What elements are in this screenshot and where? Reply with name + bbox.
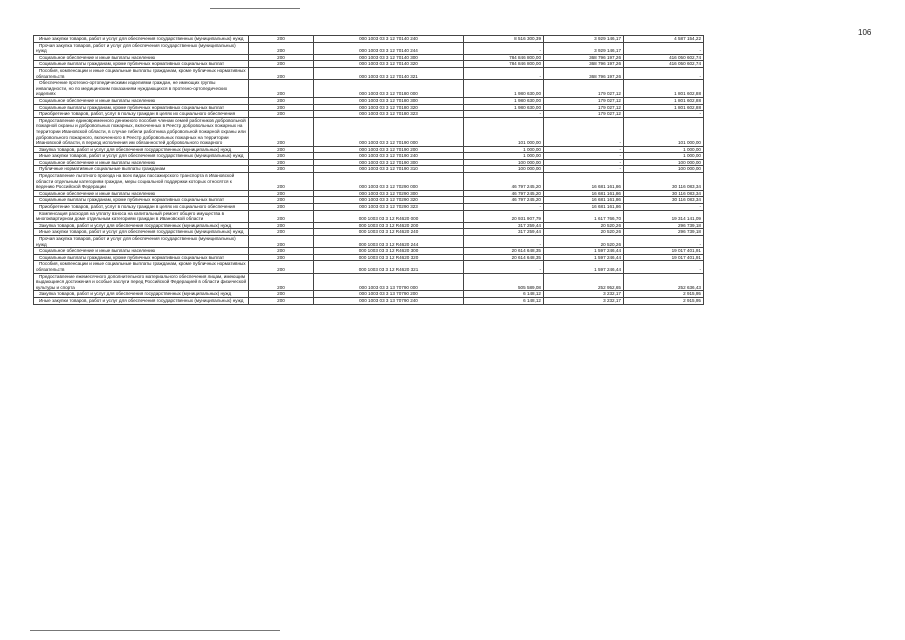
row-name-cell: Приобретение товаров, работ, услуг в пользу граждан в целях их социального обеспечения <box>34 111 249 118</box>
row-code-cell: 200 <box>249 117 314 146</box>
table-row <box>34 146 704 153</box>
row-executed-cell: 1 597 246,44 <box>544 261 624 273</box>
row-kbk-cell: 000 1003 03 3 12 70180 300 <box>314 97 464 104</box>
row-code-cell: 200 <box>249 80 314 98</box>
row-executed-cell: 252 952,65 <box>544 273 624 291</box>
row-unexecuted-cell: 19 017 401,91 <box>624 248 704 255</box>
row-code-cell: 200 <box>249 97 314 104</box>
row-executed-cell: 3 232,17 <box>544 291 624 298</box>
row-name-cell: Социальные выплаты гражданам, кроме публичных нормативных социальных выплат <box>34 254 249 261</box>
table-row <box>34 261 704 273</box>
row-name-cell: Иные закупки товаров, работ и услуг для обеспечения государственных (муниципальных) нужд <box>34 36 249 43</box>
row-name-cell: Социальное обеспечение и иные выплаты населению <box>34 159 249 166</box>
row-kbk-cell: 000 1003 03 3 13 70790 200 <box>314 291 464 298</box>
row-unexecuted-cell: 100 000,00 <box>624 159 704 166</box>
row-code-cell: 200 <box>249 261 314 273</box>
row-kbk-cell: 000 1003 03 3 12 70140 244 <box>314 42 464 54</box>
row-executed-cell: 3 929 146,17 <box>544 42 624 54</box>
row-kbk-cell: 000 1003 03 3 12 R4620 300 <box>314 248 464 255</box>
row-code-cell: 200 <box>249 173 314 191</box>
row-code-cell: 200 <box>249 166 314 173</box>
table-row <box>34 236 704 248</box>
row-unexecuted-cell: 19 314 141,09 <box>624 210 704 222</box>
row-kbk-cell: 000 1003 03 3 12 70190 310 <box>314 166 464 173</box>
bottom-rule <box>30 630 280 631</box>
row-kbk-cell: 000 1003 03 3 12 70190 300 <box>314 159 464 166</box>
row-executed-cell: 368 796 197,26 <box>544 54 624 61</box>
row-code-cell: 200 <box>249 229 314 236</box>
row-unexecuted-cell: 2 915,95 <box>624 291 704 298</box>
row-name-cell: Социальное обеспечение и иные выплаты населению <box>34 97 249 104</box>
row-executed-cell: 179 027,12 <box>544 97 624 104</box>
row-approved-cell: - <box>464 204 544 211</box>
row-name-cell: Публичные нормативные социальные выплаты гражданам <box>34 166 249 173</box>
row-kbk-cell: 000 1003 03 3 12 70180 323 <box>314 111 464 118</box>
row-unexecuted-cell: 30 116 083,34 <box>624 190 704 197</box>
table-row <box>34 61 704 68</box>
row-unexecuted-cell: 296 739,18 <box>624 229 704 236</box>
row-code-cell: 200 <box>249 54 314 61</box>
row-executed-cell: - <box>544 153 624 160</box>
row-approved-cell: 100 000,00 <box>464 166 544 173</box>
row-name-cell: Иные закупки товаров, работ и услуг для обеспечения государственных (муниципальных) нужд <box>34 297 249 304</box>
row-code-cell: 200 <box>249 42 314 54</box>
row-name-cell: Социальные выплаты гражданам, кроме публичных нормативных социальных выплат <box>34 61 249 68</box>
table-row <box>34 166 704 173</box>
row-code-cell: 200 <box>249 248 314 255</box>
row-approved-cell: 1 000,00 <box>464 153 544 160</box>
row-code-cell: 200 <box>249 197 314 204</box>
row-approved-cell: 1 980 630,00 <box>464 104 544 111</box>
row-executed-cell: - <box>544 166 624 173</box>
row-executed-cell: 20 520,26 <box>544 236 624 248</box>
row-kbk-cell: 000 1003 03 3 12 R4620 321 <box>314 261 464 273</box>
row-unexecuted-cell: - <box>624 67 704 79</box>
row-kbk-cell: 000 1003 03 3 12 70140 321 <box>314 67 464 79</box>
row-approved-cell: 100 000,00 <box>464 159 544 166</box>
row-code-cell: 200 <box>249 254 314 261</box>
row-code-cell: 200 <box>249 236 314 248</box>
table-row <box>34 204 704 211</box>
row-code-cell: 200 <box>249 297 314 304</box>
row-code-cell: 200 <box>249 210 314 222</box>
table-row <box>34 297 704 304</box>
row-unexecuted-cell: 1 801 602,88 <box>624 80 704 98</box>
row-name-cell: Компенсация расходов на уплату взноса на капитальный ремонт общего имущества в многоквартирном доме отдельным категориям граждан в Ивановской области <box>34 210 249 222</box>
row-unexecuted-cell: 2 915,95 <box>624 297 704 304</box>
row-approved-cell: 46 797 245,20 <box>464 173 544 191</box>
row-executed-cell: 3 929 146,17 <box>544 36 624 43</box>
row-executed-cell: 16 681 161,86 <box>544 173 624 191</box>
row-code-cell: 200 <box>249 104 314 111</box>
row-approved-cell: 101 000,00 <box>464 117 544 146</box>
table-row <box>34 97 704 104</box>
row-kbk-cell: 000 1003 03 3 12 70190 200 <box>314 146 464 153</box>
row-kbk-cell: 000 1003 03 3 12 R4620 320 <box>314 254 464 261</box>
row-unexecuted-cell: - <box>624 261 704 273</box>
row-approved-cell: 6 148,12 <box>464 291 544 298</box>
row-name-cell: Прочая закупка товаров, работ и услуг для обеспечения государственных (муниципальных) нужд <box>34 236 249 248</box>
row-code-cell: 200 <box>249 153 314 160</box>
row-code-cell: 200 <box>249 159 314 166</box>
row-approved-cell: 1 000,00 <box>464 146 544 153</box>
row-code-cell: 200 <box>249 273 314 291</box>
table-row <box>34 67 704 79</box>
row-name-cell: Пособия, компенсации и иные социальные выплаты гражданам, кроме публичных нормативных обязательств <box>34 67 249 79</box>
table-row <box>34 36 704 43</box>
row-approved-cell: - <box>464 67 544 79</box>
row-name-cell: Прочая закупка товаров, работ и услуг для обеспечения государственных (муниципальных) нужд <box>34 42 249 54</box>
row-approved-cell: - <box>464 111 544 118</box>
row-kbk-cell: 000 1003 03 3 12 R4620 240 <box>314 229 464 236</box>
row-kbk-cell: 000 1003 03 3 12 70140 320 <box>314 61 464 68</box>
table-row <box>34 229 704 236</box>
table-row <box>34 190 704 197</box>
row-code-cell: 200 <box>249 36 314 43</box>
row-approved-cell: 1 980 630,00 <box>464 80 544 98</box>
table-row <box>34 248 704 255</box>
row-executed-cell: 1 597 246,44 <box>544 254 624 261</box>
row-code-cell: 200 <box>249 222 314 229</box>
row-name-cell: Закупка товаров, работ и услуг для обеспечения государственных (муниципальных) нужд <box>34 146 249 153</box>
row-kbk-cell: 000 1003 03 3 12 R4620 000 <box>314 210 464 222</box>
table-row <box>34 42 704 54</box>
row-name-cell: Закупка товаров, работ и услуг для обеспечения государственных (муниципальных) нужд <box>34 291 249 298</box>
row-name-cell: Предоставление ежемесячного дополнительного материального обеспечения лицам, имеющим выдающиеся достижения и особые заслуги перед Российской Федерацией в области физической культуры и спорта <box>34 273 249 291</box>
row-unexecuted-cell: - <box>624 204 704 211</box>
row-unexecuted-cell: 296 739,18 <box>624 222 704 229</box>
row-name-cell: Социальные выплаты гражданам, кроме публичных нормативных социальных выплат <box>34 197 249 204</box>
row-code-cell: 200 <box>249 190 314 197</box>
table-row <box>34 173 704 191</box>
row-kbk-cell: 000 1003 03 3 12 70180 320 <box>314 104 464 111</box>
row-unexecuted-cell: 252 636,43 <box>624 273 704 291</box>
row-unexecuted-cell: 1 801 602,88 <box>624 104 704 111</box>
row-executed-cell: 179 027,12 <box>544 104 624 111</box>
table-row <box>34 210 704 222</box>
row-code-cell: 200 <box>249 111 314 118</box>
row-unexecuted-cell: 101 000,00 <box>624 117 704 146</box>
row-kbk-cell: 000 1003 03 3 12 70140 300 <box>314 54 464 61</box>
table-row <box>34 197 704 204</box>
row-approved-cell: 6 148,12 <box>464 297 544 304</box>
row-kbk-cell: 000 1003 03 3 12 70190 000 <box>314 117 464 146</box>
row-name-cell: Иные закупки товаров, работ и услуг для обеспечения государственных (муниципальных) нужд <box>34 229 249 236</box>
table-row <box>34 80 704 98</box>
row-name-cell: Иные закупки товаров, работ и услуг для обеспечения государственных (муниципальных) нужд <box>34 153 249 160</box>
row-unexecuted-cell: 1 000,00 <box>624 146 704 153</box>
table-row <box>34 117 704 146</box>
row-executed-cell: 16 681 161,86 <box>544 197 624 204</box>
row-executed-cell: 20 520,26 <box>544 222 624 229</box>
row-executed-cell: 1 597 246,44 <box>544 248 624 255</box>
top-rule <box>210 8 300 9</box>
row-executed-cell: - <box>544 117 624 146</box>
row-unexecuted-cell: 1 000,00 <box>624 153 704 160</box>
row-executed-cell: 16 681 161,86 <box>544 190 624 197</box>
row-kbk-cell: 000 1003 03 3 12 70190 240 <box>314 153 464 160</box>
page-number: 106 <box>858 28 872 37</box>
table-row <box>34 104 704 111</box>
row-kbk-cell: 000 1003 03 3 12 70290 323 <box>314 204 464 211</box>
row-unexecuted-cell: 416 050 602,74 <box>624 61 704 68</box>
row-unexecuted-cell: 416 050 602,74 <box>624 54 704 61</box>
row-approved-cell: 8 516 300,39 <box>464 36 544 43</box>
row-name-cell: Социальное обеспечение и иные выплаты населению <box>34 54 249 61</box>
row-executed-cell: 1 617 766,70 <box>544 210 624 222</box>
row-code-cell: 200 <box>249 204 314 211</box>
row-kbk-cell: 000 1003 03 3 12 70290 320 <box>314 197 464 204</box>
row-code-cell: 200 <box>249 61 314 68</box>
row-executed-cell: - <box>544 146 624 153</box>
table-row <box>34 222 704 229</box>
table-body <box>34 36 704 305</box>
row-name-cell: Социальное обеспечение и иные выплаты населению <box>34 248 249 255</box>
row-name-cell: Предоставление льготного проезда на всех видах пассажирского транспорта в Ивановской области отдельным категориям граждан, меры социальной поддержки которых относятся к ведению Российской Федерации <box>34 173 249 191</box>
table-row <box>34 54 704 61</box>
table-row <box>34 111 704 118</box>
row-code-cell: 200 <box>249 291 314 298</box>
row-approved-cell: 784 846 800,00 <box>464 61 544 68</box>
row-kbk-cell: 000 1003 03 3 12 R4620 200 <box>314 222 464 229</box>
budget-table <box>33 35 704 305</box>
row-unexecuted-cell: - <box>624 42 704 54</box>
row-executed-cell: - <box>544 159 624 166</box>
row-approved-cell: 784 846 800,00 <box>464 54 544 61</box>
row-code-cell: 200 <box>249 67 314 79</box>
table-row <box>34 153 704 160</box>
row-executed-cell: 368 796 197,26 <box>544 67 624 79</box>
row-executed-cell: 368 796 197,26 <box>544 61 624 68</box>
row-unexecuted-cell: 30 116 083,34 <box>624 197 704 204</box>
table-row <box>34 273 704 291</box>
row-kbk-cell: 000 1003 03 3 13 70790 240 <box>314 297 464 304</box>
row-name-cell: Предоставление единовременного денежного пособия членам семей работников добровольной пожарной охраны и добровольных пожарных, включенных в Реестр добровольных пожарных на территории Ивановской области, в случае гибели работника добровольной пожарной охраны или добровольного пожарного, включенного в Реестр добровольных пожарных на территории Ивановской области, в период исполнения им обязанностей добровольного пожарного <box>34 117 249 146</box>
row-approved-cell: 1 980 630,00 <box>464 97 544 104</box>
table-row <box>34 159 704 166</box>
row-approved-cell: 505 589,08 <box>464 273 544 291</box>
row-unexecuted-cell: 100 000,00 <box>624 166 704 173</box>
row-kbk-cell: 000 1003 03 3 12 70180 000 <box>314 80 464 98</box>
row-kbk-cell: 000 1003 03 3 12 70290 000 <box>314 173 464 191</box>
row-approved-cell: 317 259,44 <box>464 229 544 236</box>
row-executed-cell: 179 027,12 <box>544 80 624 98</box>
row-approved-cell: 46 797 245,20 <box>464 190 544 197</box>
row-unexecuted-cell: - <box>624 111 704 118</box>
row-approved-cell: 20 614 648,35 <box>464 248 544 255</box>
row-name-cell: Социальное обеспечение и иные выплаты населению <box>34 190 249 197</box>
table-row <box>34 291 704 298</box>
row-approved-cell: - <box>464 236 544 248</box>
row-executed-cell: 20 520,26 <box>544 229 624 236</box>
row-name-cell: Социальные выплаты гражданам, кроме публичных нормативных социальных выплат <box>34 104 249 111</box>
row-name-cell: Закупка товаров, работ и услуг для обеспечения государственных (муниципальных) нужд <box>34 222 249 229</box>
table-row <box>34 254 704 261</box>
row-unexecuted-cell: 30 116 083,34 <box>624 173 704 191</box>
row-unexecuted-cell: 19 017 401,91 <box>624 254 704 261</box>
row-approved-cell: 46 797 245,20 <box>464 197 544 204</box>
row-name-cell: Приобретение товаров, работ, услуг в пользу граждан в целях их социального обеспечения <box>34 204 249 211</box>
row-code-cell: 200 <box>249 146 314 153</box>
row-approved-cell: - <box>464 42 544 54</box>
row-approved-cell: 20 931 907,79 <box>464 210 544 222</box>
row-approved-cell: - <box>464 261 544 273</box>
row-approved-cell: 317 259,44 <box>464 222 544 229</box>
row-approved-cell: 20 614 648,35 <box>464 254 544 261</box>
row-unexecuted-cell: - <box>624 236 704 248</box>
row-kbk-cell: 000 1003 03 3 12 R4620 244 <box>314 236 464 248</box>
row-unexecuted-cell: 1 801 602,88 <box>624 97 704 104</box>
row-name-cell: Обеспечение протезно-ортопедическими изделиями граждан, не имеющих группы инвалидности, но по медицинским показаниям нуждающихся в протезно-ортопедических изделиях <box>34 80 249 98</box>
row-executed-cell: 16 681 161,86 <box>544 204 624 211</box>
row-kbk-cell: 000 1003 03 3 13 70790 000 <box>314 273 464 291</box>
row-unexecuted-cell: 4 587 154,22 <box>624 36 704 43</box>
row-executed-cell: 3 232,17 <box>544 297 624 304</box>
row-executed-cell: 179 027,12 <box>544 111 624 118</box>
row-kbk-cell: 000 1003 03 3 12 70140 240 <box>314 36 464 43</box>
row-kbk-cell: 000 1003 03 3 12 70290 300 <box>314 190 464 197</box>
row-name-cell: Пособия, компенсации и иные социальные выплаты гражданам, кроме публичных нормативных обязательств <box>34 261 249 273</box>
